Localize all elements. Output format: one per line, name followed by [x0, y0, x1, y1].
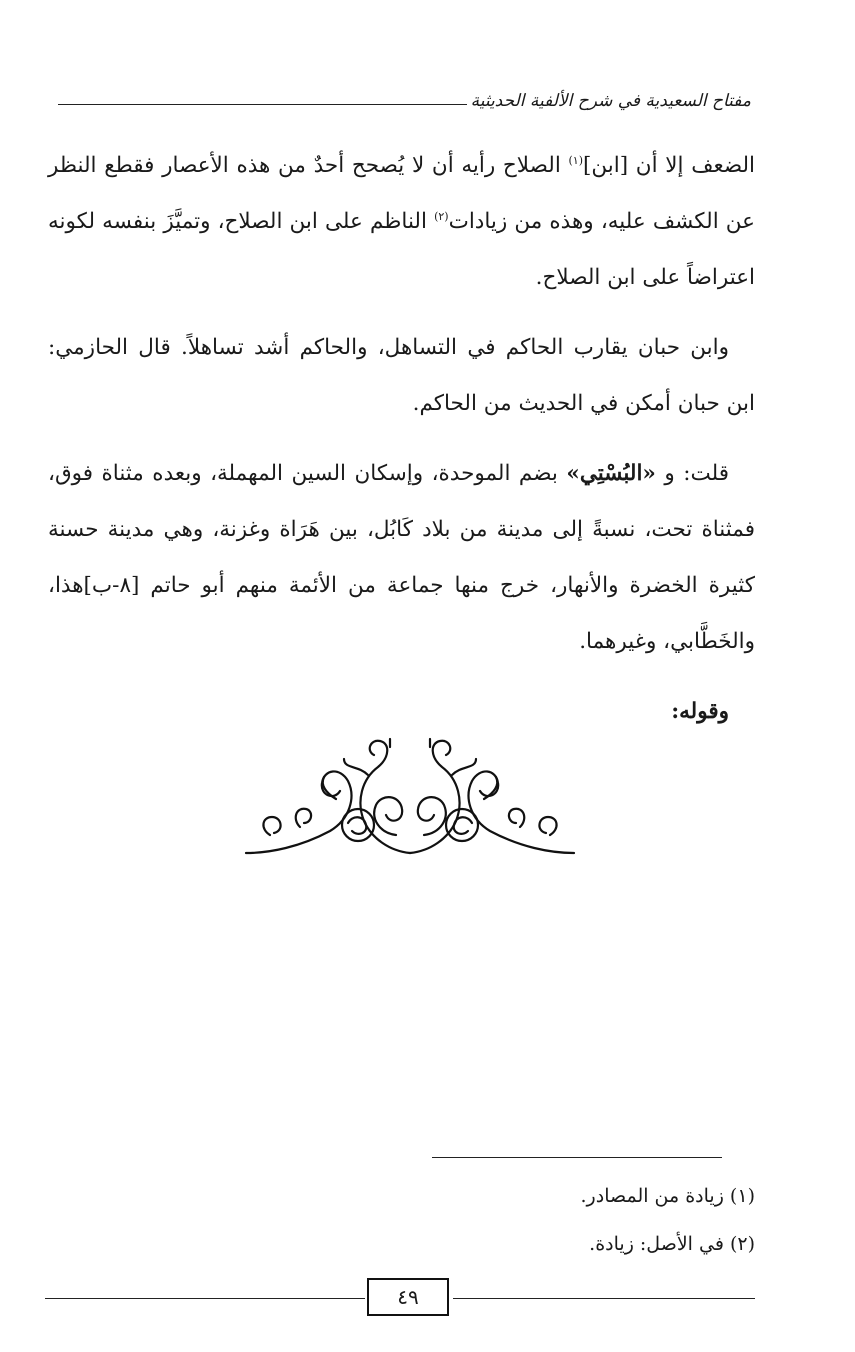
section-heading: وقوله: [671, 699, 729, 724]
footnotes [100, 1172, 755, 1268]
p3-rest: بضم الموحدة، وإسكان السين المهملة، وبعده مثناة فوق، فمثناة تحت، نسبةً إلى مدينة من بلاد كَابُل، بين هَرَاة وغزنة، وهي مدينة حسنة كثيرة الخضرة والأنهار، خرج منها جماعة من الأئمة منهم أبو حاتم [٨-ب]هذا، والخَطَّابي، وغيرهما. [48, 461, 755, 654]
footnote-2: (٢) في الأصل: زيادة. [589, 1233, 755, 1255]
footnote-1: (١) زيادة من المصادر. [580, 1185, 755, 1207]
running-title: مفتاح السعيدية في شرح الألفية الحديثية [470, 91, 751, 111]
p1-part1: الضعف إلا أن [ابن] [583, 153, 755, 178]
footnote-separator [432, 1157, 722, 1158]
p1-part2: الصلاح رأيه أن لا يُصحح أحدٌ من هذه الأعصار فقطع النظر عن الكشف عليه، وهذه من زيادات [48, 153, 755, 234]
p3-lead: قلت: و [655, 461, 729, 486]
running-header [58, 86, 751, 116]
page-number: ٤٩ [367, 1278, 449, 1316]
page-footer [45, 1278, 755, 1318]
main-text [48, 138, 755, 754]
footnote-ref-2: (٢) [434, 209, 449, 223]
ornament-divider [240, 735, 580, 865]
paragraph-2: وابن حبان يقارب الحاكم في التساهل، والحاكم أشد تساهلاً. قال الحازمي: ابن حبان أمكن في الحديث من الحاكم. [48, 335, 755, 416]
paragraph-3 [48, 446, 755, 670]
p3-term: «البُسْتِي» [566, 461, 656, 486]
p1-part3: الناظم على ابن الصلاح، وتميَّزَ بنفسه لكونه اعتراضاً على ابن الصلاح. [48, 209, 755, 290]
header-rule [58, 104, 467, 105]
footnote-ref-1: (١) [568, 153, 584, 167]
paragraph-1 [48, 138, 755, 306]
footer-rule-left [45, 1298, 365, 1299]
footer-rule-right [453, 1298, 755, 1299]
